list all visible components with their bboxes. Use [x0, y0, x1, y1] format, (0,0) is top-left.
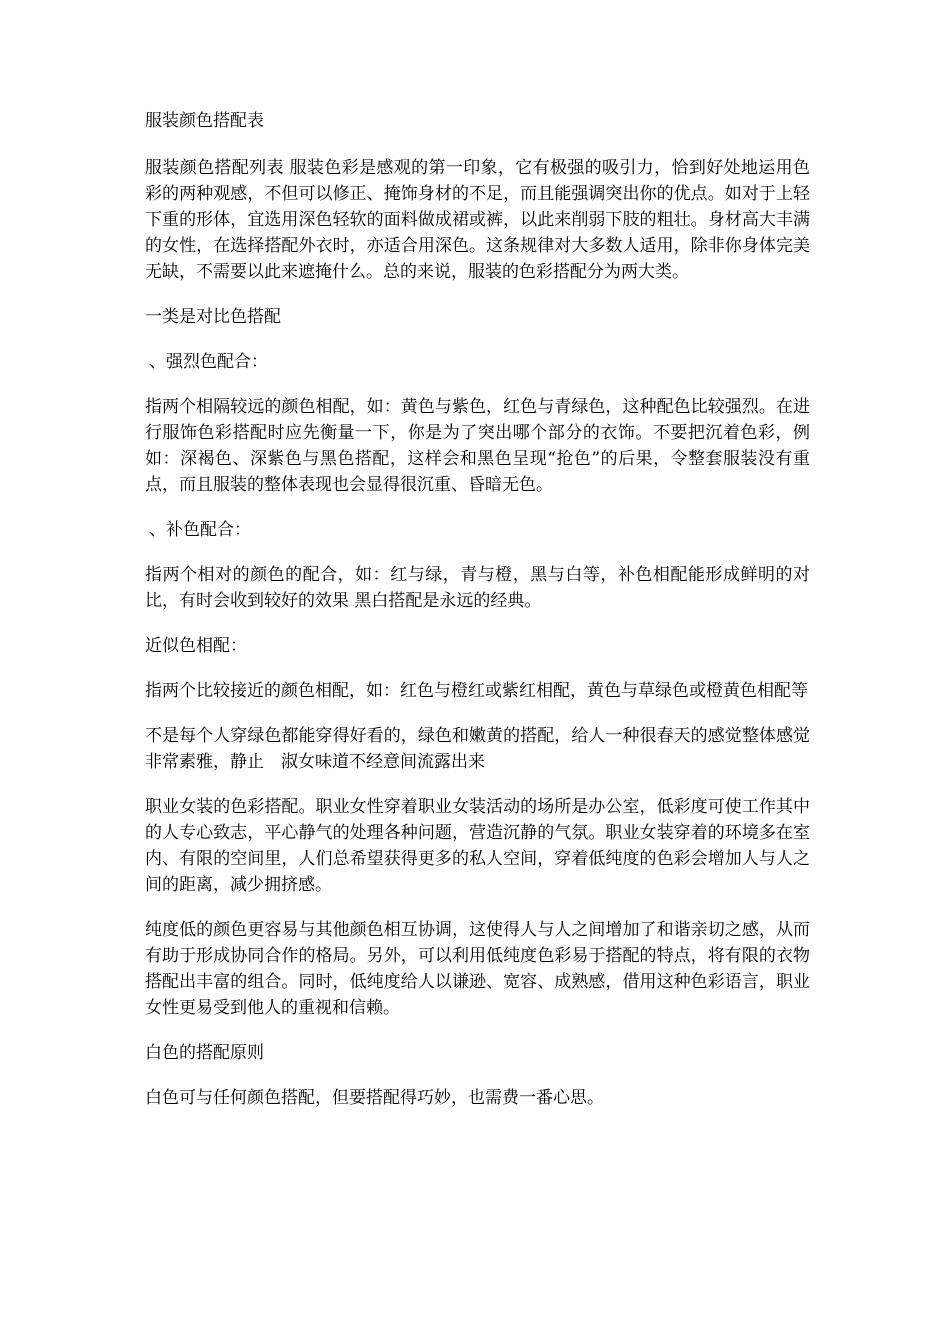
document-title: 服装颜色搭配表: [145, 111, 264, 131]
paragraph-workwear: 职业女装的色彩搭配。职业女性穿着职业女装活动的场所是办公室，低彩度可使工作其中的人专心致志，平心静气的处理各种问题，营造沉静的气氛。职业女装穿着的环境多在室内、有限的空间里，人们总希望获得更多的私人空间，穿着低纯度的色彩会增加人与人之间的距离，减少拥挤感。: [145, 797, 810, 895]
document-body: [145, 108, 810, 1130]
section-heading-white: 白色的搭配原则: [145, 1043, 264, 1063]
paragraph-strong-color: 指两个相隔较远的颜色相配，如：黄色与紫色，红色与青绿色，这种配色比较强烈。在进行服饰色彩搭配时应先衡量一下，你是为了突出哪个部分的衣饰。不要把沉着色彩，例如：深褐色、深紫色与黑色搭配，这样会和黑色呈现“抢色”的后果，令整套服装没有重点，而且服装的整体表现也会显得很沉重、昏暗无色。: [145, 397, 810, 495]
subheading-strong-color: 、强烈色配合：: [149, 352, 268, 372]
section-heading-analogous: 近似色相配：: [145, 636, 247, 656]
paragraph-complementary: 指两个相对的颜色的配合，如：红与绿，青与橙，黑与白等，补色相配能形成鲜明的对比，有时会收到较好的效果 黑白搭配是永远的经典。: [145, 565, 810, 611]
paragraph-green: 不是每个人穿绿色都能穿得好看的，绿色和嫩黄的搭配，给人一种很春天的感觉整体感觉非常素雅，静止 淑女味道不经意间流露出来: [145, 726, 810, 772]
paragraph-white: 白色可与任何颜色搭配，但要搭配得巧妙，也需费一番心思。: [145, 1088, 604, 1108]
paragraph-low-saturation: 纯度低的颜色更容易与其他颜色相互协调，这使得人与人之间增加了和谐亲切之感，从而有助于形成协同合作的格局。另外，可以利用低纯度色彩易于搭配的特点，将有限的衣物搭配出丰富的组合。同时，低纯度给人以谦逊、宽容、成熟感，借用这种色彩语言，职业女性更易受到他人的重视和信赖。: [145, 920, 810, 1018]
section-heading-contrast: 一类是对比色搭配: [145, 307, 281, 327]
paragraph-analogous: 指两个比较接近的颜色相配，如：红色与橙红或紫红相配，黄色与草绿色或橙黄色相配等: [145, 681, 808, 701]
subheading-complementary: 、补色配合：: [149, 520, 251, 540]
intro-paragraph: 服装颜色搭配列表 服装色彩是感观的第一印象，它有极强的吸引力，恰到好处地运用色彩的两种观感，不但可以修正、掩饰身材的不足，而且能强调突出你的优点。如对于上轻下重的形体，宜选用深色轻软的面料做成裙或裤，以此来削弱下肢的粗壮。身材高大丰满的女性，在选择搭配外衣时，亦适合用深色。这条规律对大多数人适用，除非你身体完美无缺，不需要以此来遮掩什么。总的来说，服装的色彩搭配分为两大类。: [145, 158, 810, 282]
